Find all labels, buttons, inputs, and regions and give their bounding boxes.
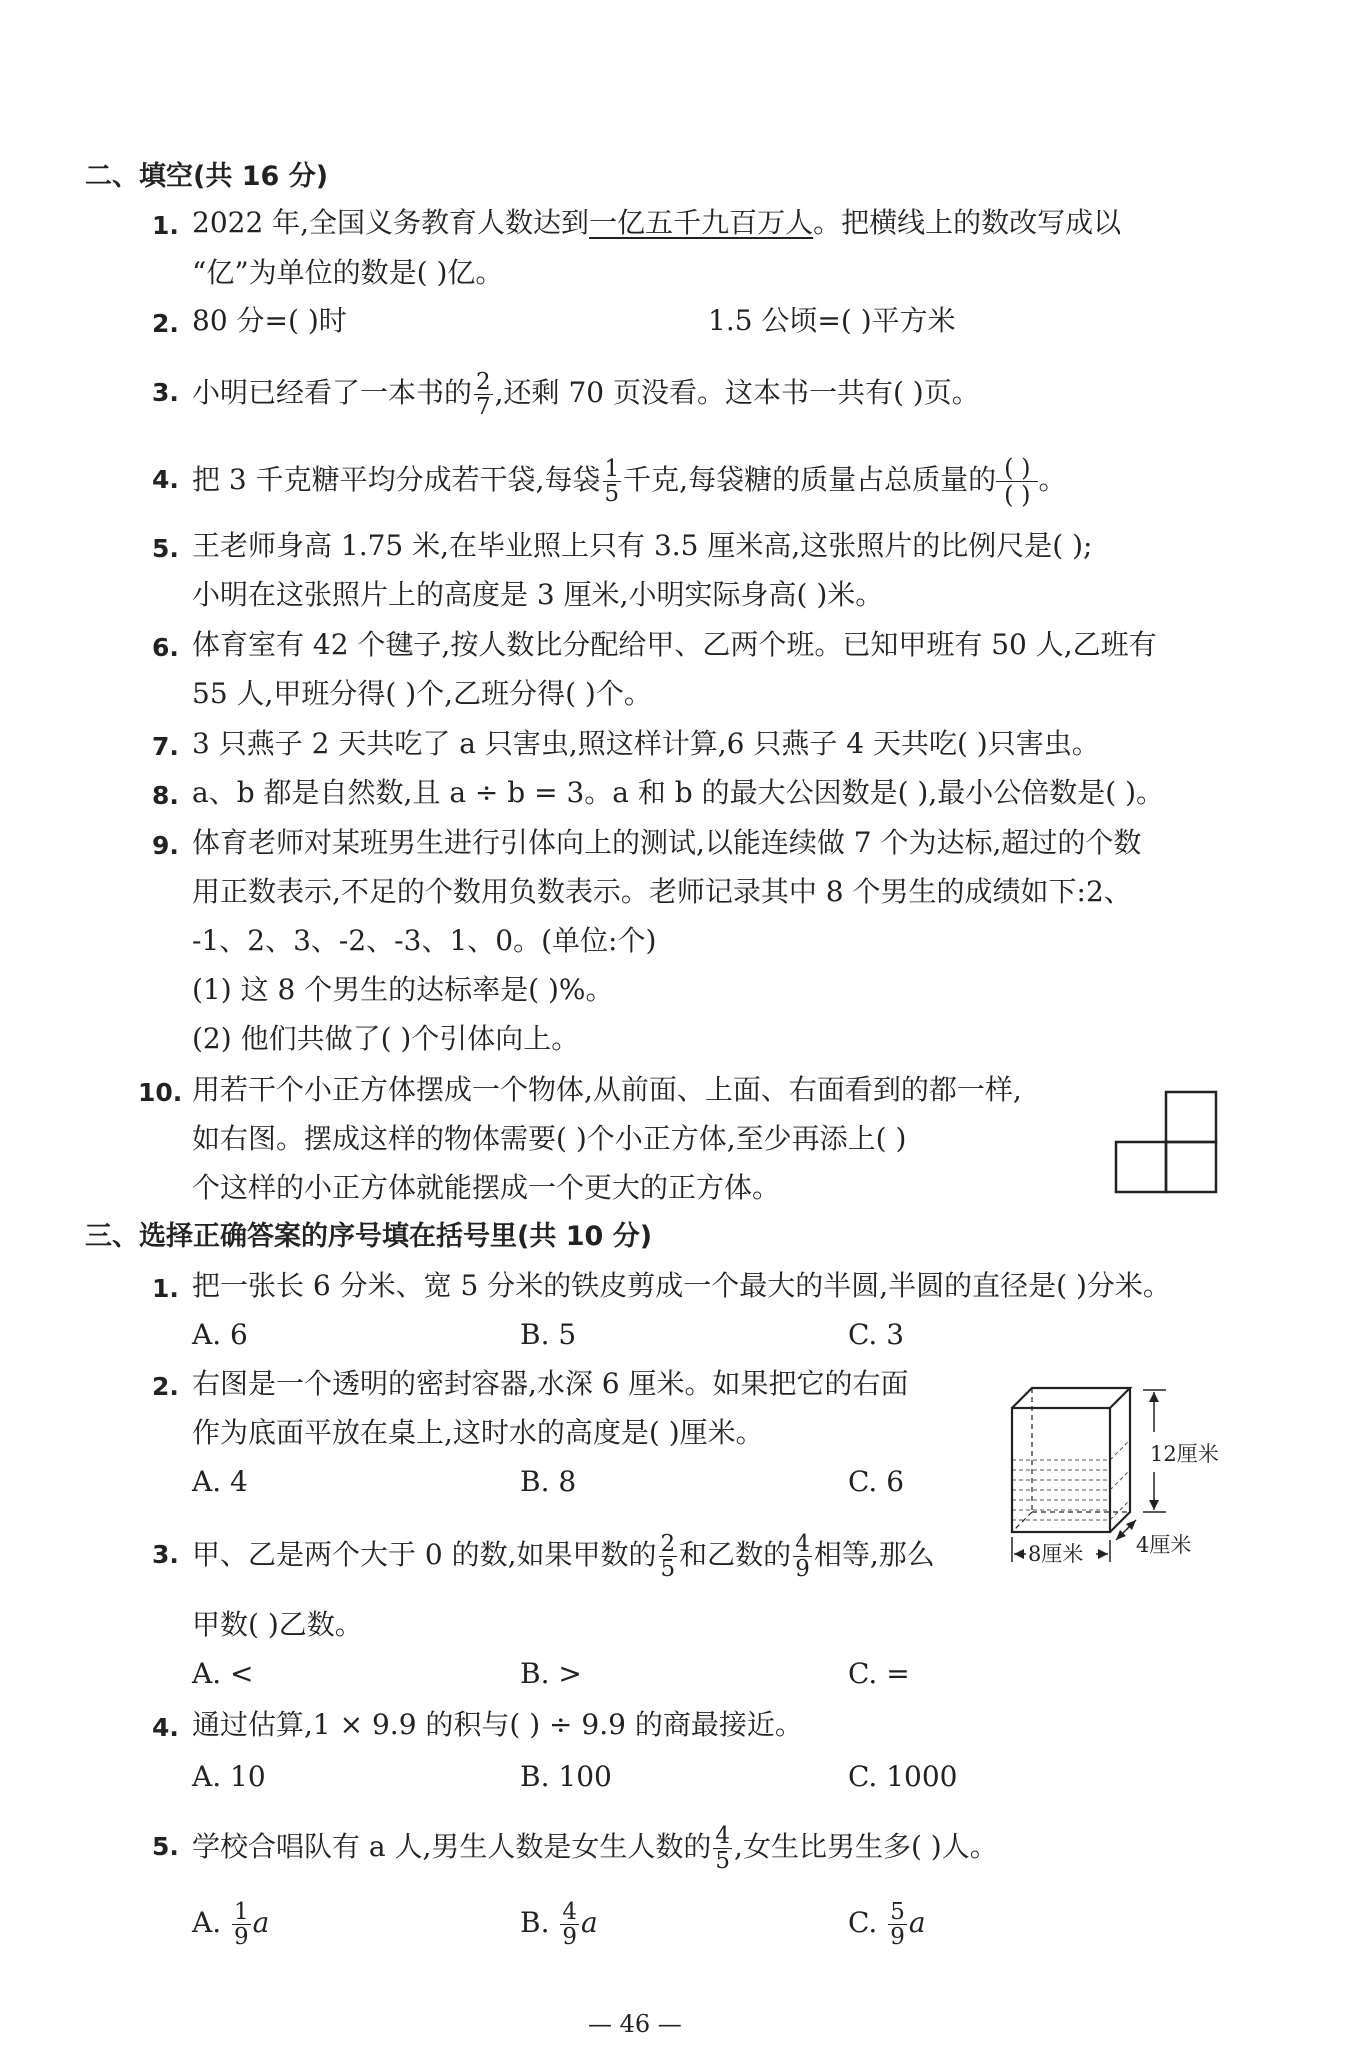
- q3-3-option-b: B. >: [520, 1657, 582, 1690]
- q3-2-option-b: B. 8: [520, 1465, 577, 1498]
- container-cuboid-figure: [1000, 1372, 1230, 1577]
- q3-3-line-2: 甲数( )乙数。: [192, 1608, 363, 1641]
- underlined-number: 一亿五千九百万人: [589, 206, 814, 239]
- width-dimension-label: 8厘米: [1028, 1542, 1084, 1566]
- q2-10-line-2: 如右图。摆成这样的物体需要( )个小正方体,至少再添上( ): [192, 1122, 907, 1155]
- q3-1-option-c: C. 3: [848, 1318, 905, 1351]
- q3-3-number: 3.: [152, 1540, 179, 1569]
- q3-3-line-1: 甲、乙是两个大于 0 的数,如果甲数的 $\frac{2}{5}$ 和乙数的 $\frac{4}{9}$ 相等,那么: [192, 1531, 935, 1582]
- q2-2-part-b: 1.5 公顷=( )平方米: [708, 304, 956, 337]
- q2-9-line-3: -1、2、3、-2、-3、1、0。(单位:个): [192, 924, 657, 957]
- fraction: $\frac{2}{7}$: [476, 369, 491, 420]
- q3-2-option-a: A. 4: [192, 1465, 248, 1498]
- q2-4-text: 把 3 千克糖平均分成若干袋,每袋 $\frac{1}{5}$ 千克,每袋糖的质量占总质量的 ( ) ( ) 。: [192, 454, 1067, 509]
- q2-2-number: 2.: [152, 309, 179, 338]
- page-number: — 46 —: [588, 2010, 682, 2038]
- q2-10-line-3: 个这样的小正方体就能摆成一个更大的正方体。: [192, 1171, 781, 1204]
- q3-5-option-c: C. $\frac{5}{9}$ a: [848, 1899, 926, 1950]
- q2-5-line-1: 王老师身高 1.75 米,在毕业照上只有 3.5 厘米高,这张照片的比例尺是( );: [192, 529, 1093, 562]
- q2-9-number: 9.: [152, 831, 179, 860]
- q2-7-line-1: 3 只燕子 2 天共吃了 a 只害虫,照这样计算,6 只燕子 4 天共吃( )只害虫。: [192, 727, 1100, 760]
- q3-4-option-a: A. 10: [192, 1760, 266, 1793]
- q3-1-number: 1.: [152, 1274, 179, 1303]
- fraction: $\frac{5}{9}$: [890, 1899, 905, 1950]
- q3-4-option-c: C. 1000: [848, 1760, 958, 1793]
- q2-6-line-2: 55 人,甲班分得( )个,乙班分得( )个。: [192, 677, 652, 710]
- q2-3-number: 3.: [152, 378, 179, 407]
- q2-1-number: 1.: [152, 211, 179, 240]
- cube-view-figure: [1112, 1090, 1222, 1200]
- q2-9-sub-1: (1) 这 8 个男生的达标率是( )%。: [192, 973, 614, 1006]
- q2-9-line-2: 用正数表示,不足的个数用负数表示。老师记录其中 8 个男生的成绩如下:2、: [192, 875, 1132, 908]
- fraction: $\frac{1}{9}$: [234, 1899, 249, 1950]
- q3-1-option-a: A. 6: [192, 1318, 248, 1351]
- q2-1-line-1: 2022 年,全国义务教育人数达到一亿五千九百万人。把横线上的数改写成以: [192, 206, 1122, 239]
- fraction: $\frac{4}{5}$: [715, 1823, 731, 1874]
- q3-1-option-b: B. 5: [520, 1318, 577, 1351]
- q2-4-number: 4.: [152, 465, 179, 494]
- fraction: $\frac{4}{9}$: [795, 1531, 810, 1582]
- q3-3-option-c: C. =: [848, 1657, 910, 1690]
- q2-5-line-2: 小明在这张照片上的高度是 3 厘米,小明实际身高( )米。: [192, 578, 884, 611]
- q3-4-number: 4.: [152, 1713, 179, 1742]
- q2-10-number: 10.: [138, 1078, 183, 1107]
- depth-dimension-label: 4厘米: [1136, 1533, 1192, 1557]
- q3-3-option-a: A. <: [192, 1657, 254, 1690]
- q3-5-line-1: 学校合唱队有 a 人,男生人数是女生人数的 $\frac{4}{5}$ ,女生比男生多( )人。: [192, 1823, 998, 1874]
- q3-2-option-c: C. 6: [848, 1465, 905, 1498]
- q2-9-sub-2: (2) 他们共做了( )个引体向上。: [192, 1022, 580, 1055]
- q3-5-number: 5.: [152, 1832, 179, 1861]
- q3-2-line-2: 作为底面平放在桌上,这时水的高度是( )厘米。: [192, 1416, 764, 1449]
- q2-7-number: 7.: [152, 732, 179, 761]
- q2-3-text: 小明已经看了一本书的 $\frac{2}{7}$ ,还剩 70 页没看。这本书一共有( )页。: [192, 369, 980, 420]
- answer-fraction-blank: ( ) ( ): [996, 455, 1038, 508]
- q2-9-line-1: 体育老师对某班男生进行引体向上的测试,以能连续做 7 个为达标,超过的个数: [192, 826, 1142, 859]
- q3-5-option-a: A. $\frac{1}{9}$ a: [192, 1899, 270, 1950]
- section-3-title: 三、选择正确答案的序号填在括号里(共 10 分): [85, 1221, 653, 1252]
- section-2-title: 二、填空(共 16 分): [85, 161, 329, 192]
- q3-2-number: 2.: [152, 1372, 179, 1401]
- q2-8-number: 8.: [152, 781, 179, 810]
- q3-2-line-1: 右图是一个透明的密封容器,水深 6 厘米。如果把它的右面: [192, 1367, 909, 1400]
- q3-4-line-1: 通过估算,1 × 9.9 的积与( ) ÷ 9.9 的商最接近。: [192, 1708, 803, 1741]
- q2-5-number: 5.: [152, 534, 179, 563]
- q2-8-line-1: a、b 都是自然数,且 a ÷ b = 3。a 和 b 的最大公因数是( ),最小公倍数是( )。: [192, 776, 1164, 809]
- q2-10-line-1: 用若干个小正方体摆成一个物体,从前面、上面、右面看到的都一样,: [192, 1073, 1022, 1106]
- q3-5-option-b: B. $\frac{4}{9}$ a: [520, 1899, 598, 1950]
- fraction: $\frac{4}{9}$: [562, 1899, 578, 1950]
- q3-1-line-1: 把一张长 6 分米、宽 5 分米的铁皮剪成一个最大的半圆,半圆的直径是( )分米。: [192, 1269, 1171, 1302]
- q2-1-line-2: “亿”为单位的数是( )亿。: [192, 256, 504, 289]
- q2-2-part-a: 80 分=( )时: [192, 304, 347, 337]
- fraction: $\frac{1}{5}$: [604, 456, 620, 507]
- q3-4-option-b: B. 100: [520, 1760, 612, 1793]
- fraction: $\frac{2}{5}$: [660, 1531, 676, 1582]
- height-dimension-label: 12厘米: [1150, 1442, 1219, 1466]
- q2-6-number: 6.: [152, 633, 179, 662]
- q2-6-line-1: 体育室有 42 个毽子,按人数比分配给甲、乙两个班。已知甲班有 50 人,乙班有: [192, 628, 1157, 661]
